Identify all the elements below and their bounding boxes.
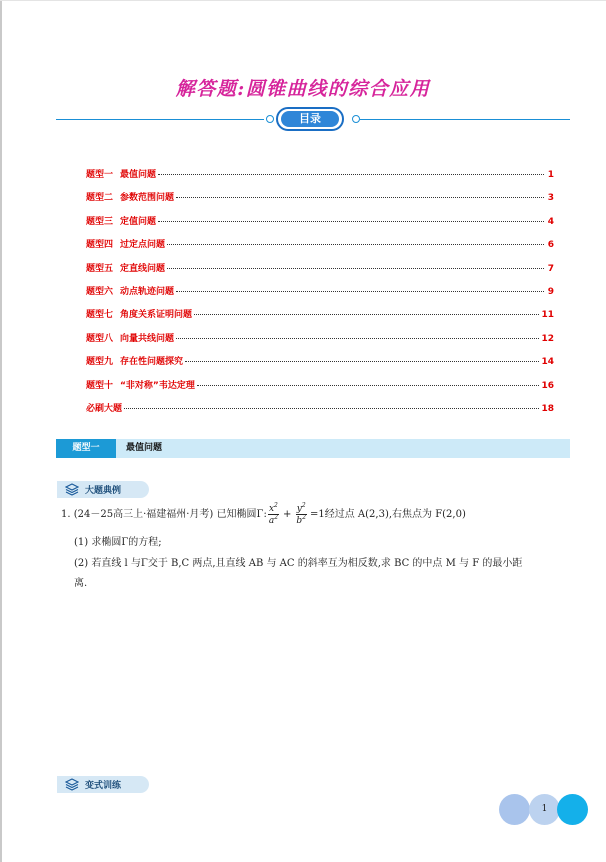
example-label — [57, 481, 149, 498]
page-left-edge — [0, 0, 2, 862]
toc-entry-page: 4 — [547, 216, 554, 227]
frac1-num-exp: 2 — [274, 502, 278, 509]
frac1-num: x — [268, 504, 275, 514]
frac1-den-exp: 2 — [274, 514, 279, 521]
toc-entry-label: 角度关系证明问题 — [120, 310, 193, 321]
problem-prefix: 1. (24－25高三上·福建福州·月考) 已知椭圆Γ: — [61, 508, 267, 520]
table-of-contents — [86, 167, 554, 424]
toc-entry-page: 6 — [547, 240, 554, 251]
toc-leader-dots — [167, 268, 544, 269]
toc-entry-page: 16 — [541, 380, 554, 391]
toc-entry-label: 必刷大题 — [86, 403, 123, 414]
toc-entry[interactable] — [86, 307, 554, 330]
stack-layers-icon — [65, 778, 79, 791]
frac2-num: y — [296, 504, 302, 514]
toc-entry-label: 动点轨迹问题 — [120, 286, 175, 297]
frac2-den: b — [296, 516, 303, 526]
toc-entry-page: 18 — [541, 403, 554, 414]
frac2-num-exp: 2 — [301, 502, 306, 509]
toc-entry-page: 9 — [547, 286, 554, 297]
toc-leader-dots — [176, 338, 539, 339]
training-label-text: 变式训练 — [85, 781, 122, 791]
problem-1 — [61, 502, 581, 589]
toc-entry[interactable] — [86, 331, 554, 354]
toc-entry[interactable] — [86, 401, 554, 424]
sub-question-2: (2) 若直线 l 与Γ交于 B,C 两点,且直线 AB 与 AC 的斜率互为相反数,求 BC 的中点 M 与 F 的最小距 — [74, 558, 523, 569]
training-label — [57, 776, 149, 793]
toc-entry[interactable] — [86, 378, 554, 401]
frac1-den: a — [268, 516, 275, 526]
plus-sign: + — [283, 508, 292, 520]
page-badge-circle-right — [557, 794, 588, 825]
toc-divider-dot-right — [352, 115, 360, 123]
toc-entry-number: 题型二 — [86, 193, 114, 204]
toc-entry[interactable] — [86, 284, 554, 307]
toc-entry-page: 14 — [541, 357, 554, 368]
page-number-badge — [499, 794, 589, 826]
toc-entry-number: 题型七 — [86, 310, 114, 321]
page-number: 1 — [541, 804, 548, 814]
frac2-den-exp: 2 — [302, 514, 307, 521]
problem-suffix: =1经过点 A(2,3),右焦点为 F(2,0) — [310, 508, 466, 520]
toc-leader-dots — [185, 361, 539, 362]
toc-entry[interactable] — [86, 214, 554, 237]
toc-entry[interactable] — [86, 354, 554, 377]
document-title: 解答题:圆锥曲线的综合应用 — [175, 78, 431, 100]
toc-entry-page: 12 — [541, 333, 554, 344]
section-tag: 题型一 — [56, 439, 116, 458]
toc-entry-number: 题型九 — [86, 357, 114, 368]
toc-divider-right — [360, 119, 570, 120]
toc-badge — [276, 107, 344, 131]
sub-question-2-continued: 离. — [74, 578, 88, 589]
toc-entry-number: 题型八 — [86, 333, 114, 344]
toc-entry[interactable] — [86, 237, 554, 260]
toc-entry[interactable] — [86, 167, 554, 190]
stack-layers-icon — [65, 483, 79, 496]
fraction-x-over-a — [268, 503, 279, 526]
toc-entry-number: 题型五 — [86, 263, 114, 274]
toc-entry-page: 3 — [547, 193, 554, 204]
toc-entry-number: 题型一 — [86, 170, 114, 180]
toc-entry-number: 题型十 — [86, 380, 114, 391]
toc-leader-dots — [124, 408, 539, 409]
toc-entry[interactable] — [86, 261, 554, 284]
toc-divider-dot-left — [266, 115, 274, 123]
toc-entry-number: 题型六 — [86, 286, 114, 297]
toc-leader-dots — [197, 385, 540, 386]
fraction-y-over-b — [295, 503, 307, 526]
toc-leader-dots — [176, 291, 544, 292]
sub-question-1: (1) 求椭圆Γ的方程; — [74, 537, 162, 548]
toc-entry-label: 最值问题 — [120, 170, 157, 180]
example-label-text: 大题典例 — [85, 486, 122, 496]
toc-entry-label: “非对称”韦达定理 — [120, 380, 195, 391]
toc-entry-label: 向量共线问题 — [120, 333, 175, 344]
section-header — [56, 439, 570, 458]
page-top-edge — [0, 0, 606, 1]
toc-leader-dots — [167, 244, 544, 245]
section-title: 最值问题 — [126, 443, 163, 453]
toc-entry[interactable] — [86, 190, 554, 213]
toc-leader-dots — [158, 221, 544, 222]
toc-entry-label: 参数范围问题 — [120, 193, 175, 204]
toc-entry-number: 题型三 — [86, 216, 114, 227]
page-badge-circle-left — [499, 794, 530, 825]
toc-entry-page: 11 — [541, 310, 554, 321]
toc-entry-page: 1 — [547, 170, 554, 180]
toc-entry-page: 7 — [547, 263, 554, 274]
toc-leader-dots — [176, 197, 544, 198]
toc-leader-dots — [158, 174, 544, 175]
toc-divider-left — [56, 119, 264, 120]
toc-badge-label: 目录 — [281, 111, 339, 127]
problem-stem — [61, 503, 581, 526]
toc-entry-number: 题型四 — [86, 240, 114, 251]
toc-entry-label: 存在性问题探究 — [120, 357, 184, 368]
toc-entry-label: 过定点问题 — [120, 240, 166, 251]
toc-entry-label: 定值问题 — [120, 216, 157, 227]
toc-entry-label: 定直线问题 — [120, 263, 166, 274]
toc-leader-dots — [194, 314, 539, 315]
